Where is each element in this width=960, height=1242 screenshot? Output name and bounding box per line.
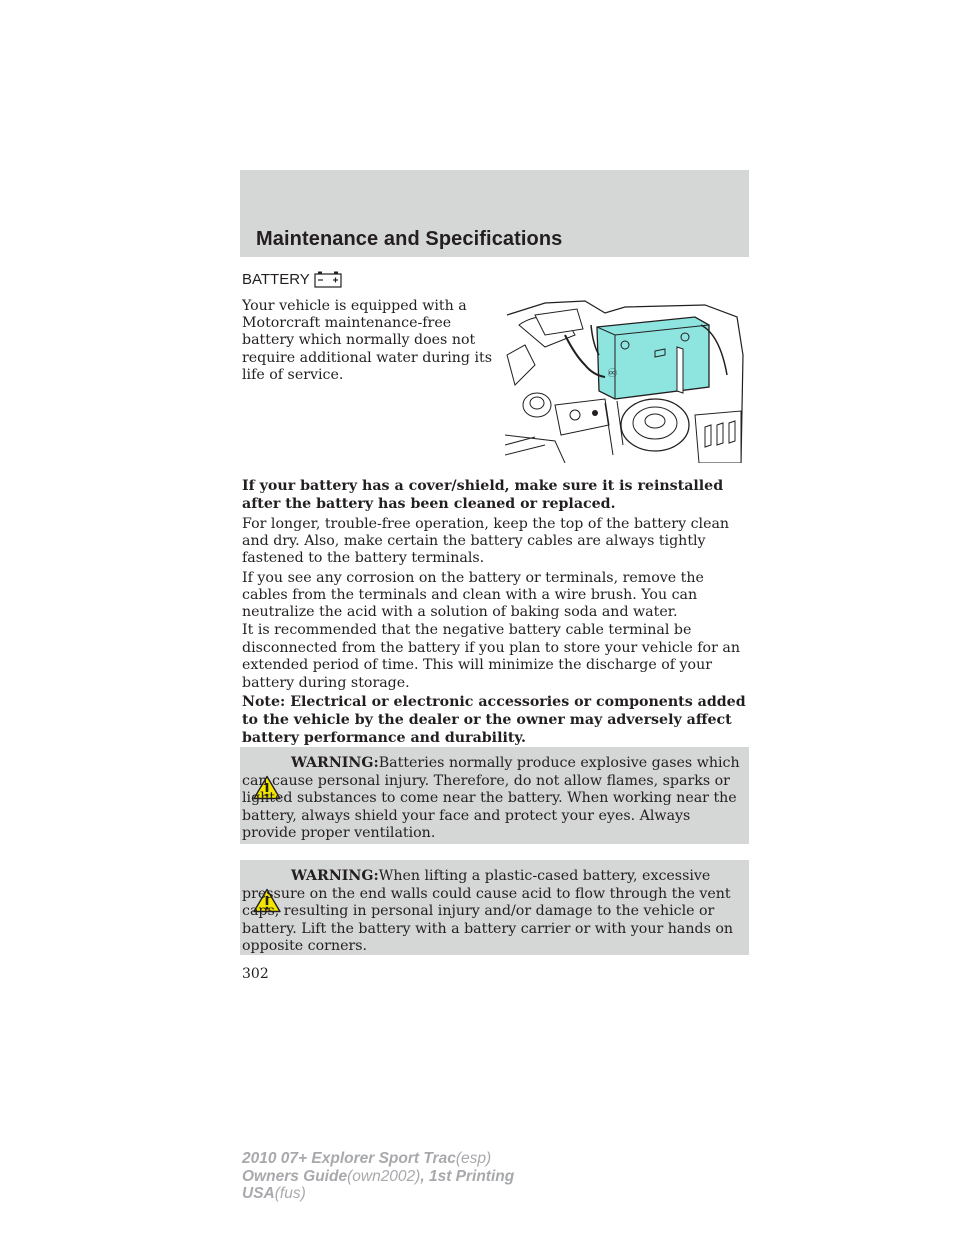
warning-label: WARNING: — [291, 868, 379, 884]
battery-icon — [314, 270, 342, 288]
section-header-band — [240, 170, 749, 257]
warning-text — [242, 868, 742, 956]
cover-shield-note: If your battery has a cover/shield, make sure it is reinstalled after the battery has been cleaned or replaced. — [242, 478, 724, 512]
warning-box-explosive-gases — [240, 747, 749, 844]
footer-market-code: (fus) — [274, 1185, 306, 1202]
warning-body: When lifting a plastic-cased battery, excessive pressure on the end walls could cause acid to flow through the vent caps, resulting in personal injury and/or damage to the vehicle or battery. Lift the battery with a battery carrier or with your hands on opposite corners. — [242, 868, 734, 955]
warning-box-lifting-battery — [240, 860, 749, 955]
intro-paragraph: Your vehicle is equipped with a Motorcraft maintenance-free battery which normally does not require additional water during its life of service. — [242, 298, 492, 383]
footer-market: USA — [242, 1185, 275, 1202]
corrosion-paragraph: If you see any corrosion on the battery or terminals, remove the cables from the terminals and clean with a wire brush. You can neutralize the acid with a solution of baking soda and water. — [242, 570, 704, 620]
page-number: 302 — [242, 966, 269, 982]
storage-paragraph: It is recommended that the negative battery cable terminal be disconnected from the battery if you plan to store your vehicle for an extended period of time. This will minimize the discharge of your battery during storage. — [242, 622, 740, 691]
warning-body: Batteries normally produce explosive gases which can cause personal injury. Therefore, do not allow flames, sparks or lighted substances to come near the battery. When working near the battery, always shield your face and protect your eyes. Always provide proper ventilation. — [242, 755, 740, 842]
accessories-note: Note: Electrical or electronic accessories or components added to the vehicle by the dealer or the owner may adversely affect battery performance and durability. — [242, 694, 746, 746]
page-title: Maintenance and Specifications — [256, 228, 563, 250]
battery-heading-text: BATTERY — [242, 270, 310, 288]
footer-model: 2010 07+ Explorer Sport Trac — [242, 1150, 456, 1167]
footer-guide-code: (own2002) — [347, 1167, 421, 1185]
footer-guide: Owners Guide — [242, 1167, 348, 1185]
battery-engine-illustration — [505, 295, 745, 463]
footer-model-code: (esp) — [455, 1150, 492, 1167]
warning-label: WARNING: — [291, 755, 379, 771]
print-footer — [242, 1150, 514, 1203]
footer-printing: , 1st Printing — [420, 1167, 515, 1185]
svg-text:♾: ♾ — [607, 366, 618, 380]
battery-heading — [242, 270, 342, 288]
warning-text — [242, 755, 742, 843]
clean-dry-paragraph: For longer, trouble-free operation, keep the top of the battery clean and dry. Also, make certain the battery cables are always tightly fastened to the battery terminals. — [242, 516, 730, 566]
